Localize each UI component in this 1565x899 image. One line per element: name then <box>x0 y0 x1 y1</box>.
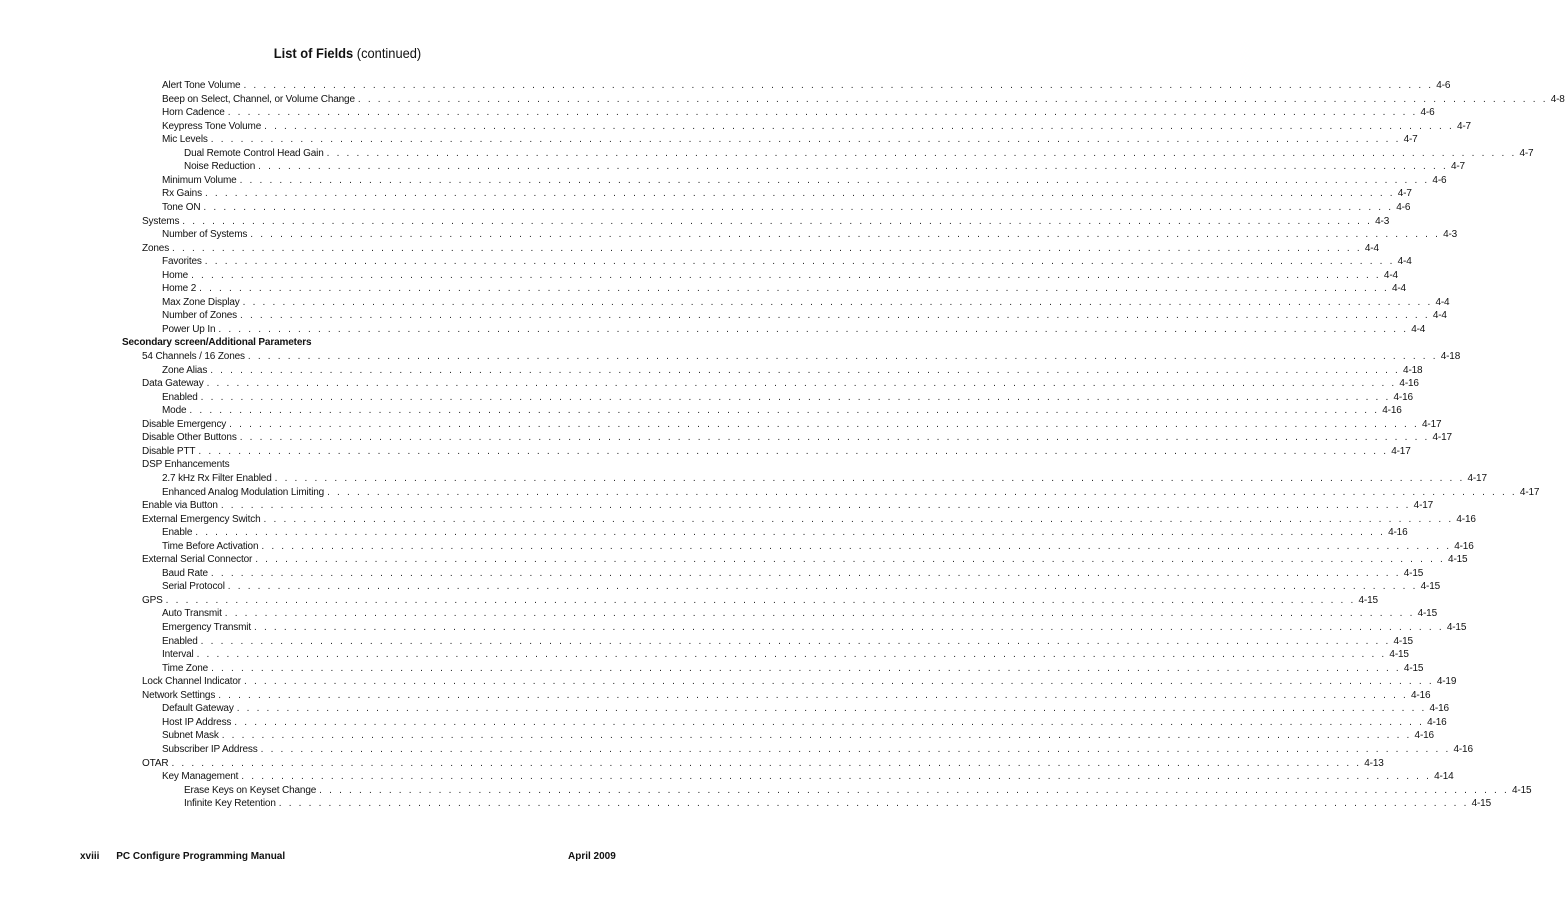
toc-entry-label: DSP Enhancements <box>142 459 230 471</box>
toc-entry-page: 4-16 <box>1456 513 1476 525</box>
toc-entry-page: 4-15 <box>1448 554 1468 566</box>
dot-leader: . . . . . . . . . . . . . . . . . . . . . . . . . . . . . . . . . . . . . . . . . . . . . . . . . . . . . . . . . . . . . . . . . . . . . . . . . . . . . . . . . . . . . . . . . . . . . . . . . . . . . . . . . . . . . . . . . . . . . . . . <box>250 229 1441 241</box>
toc-entry-label: Beep on Select, Channel, or Volume Change <box>162 93 355 105</box>
toc-entry-page: 4-16 <box>1399 378 1419 390</box>
toc-entry-label: Disable Other Buttons <box>142 432 237 444</box>
dot-leader: . . . . . . . . . . . . . . . . . . . . . . . . . . . . . . . . . . . . . . . . . . . . . . . . . . . . . . . . . . . . . . . . . . . . . . . . . . . . . . . . . . . . . . . . . . . . . . . . . . . . . . . . . . . . . . . . . . . . . . . . <box>199 283 1389 295</box>
toc-entry-page: 4-4 <box>1391 283 1406 295</box>
toc-entry-page: 4-16 <box>1429 703 1449 715</box>
toc-entry-label: Host IP Address <box>162 716 232 728</box>
dot-leader: . . . . . . . . . . . . . . . . . . . . . . . . . . . . . . . . . . . . . . . . . . . . . . . . . . . . . . . . . . . . . . . . . . . . . . . . . . . . . . . . . . . . . . . . . . . . . . . . . . . . . . . . . . . . . . . . . . . . . . . . <box>204 188 1395 200</box>
toc-entry-label: Mode <box>162 405 187 417</box>
dot-leader: . . . . . . . . . . . . . . . . . . . . . . . . . . . . . . . . . . . . . . . . . . . . . . . . . . . . . . . . . . . . . . . . . . . . . . . . . . . . . . . . . . . . . . . . . . . . . . . . . . . . . . . . . . . . . . . . . . . . . . . . <box>206 378 1397 390</box>
toc-entry-page: 4-15 <box>1417 608 1437 620</box>
footer-page-number: xviii <box>80 851 100 862</box>
toc-entry-page: 4-14 <box>1434 771 1454 783</box>
toc-entry <box>162 770 1454 784</box>
toc-entry-label: Enable <box>162 527 193 539</box>
dot-leader: . . . . . . . . . . . . . . . . . . . . . . . . . . . . . . . . . . . . . . . . . . . . . . . . . . . . . . . . . . . . . . . . . . . . . . . . . . . . . . . . . . . . . . . . . . . . . . . . . . . . . . . . . . . . . . . . . . . . . . . . <box>327 486 1517 498</box>
toc-entry-page: 4-16 <box>1427 716 1447 728</box>
toc-entry-page: 4-18 <box>1440 351 1461 362</box>
dot-leader: . . . . . . . . . . . . . . . . . . . . . . . . . . . . . . . . . . . . . . . . . . . . . . . . . . . . . . . . . . . . . . . . . . . . . . . . . . . . . . . . . . . . . . . . . . . . . . . . . . . . . . . . . . . . . . . . . . . . . . . . <box>227 107 1418 119</box>
toc-entry <box>162 729 1434 743</box>
toc-entry-page: 4-17 <box>1467 472 1487 484</box>
toc-entry <box>162 79 1451 93</box>
toc-entry-label: Home 2 <box>162 283 197 295</box>
toc-entry <box>162 133 1418 147</box>
toc-entry <box>142 757 1384 771</box>
toc-entry-label: Baud Rate <box>162 567 208 579</box>
toc-entry <box>162 743 1473 757</box>
dot-leader: . . . . . . . . . . . . . . . . . . . . . . . . . . . . . . . . . . . . . . . . . . . . . . . . . . . . . . . . . . . . . . . . . . . . . . . . . . . . . . . . . . . . . . . . . . . . . . . . . . . . . . . . . . . . . . . . . . . . . . . . <box>244 676 1434 688</box>
toc-entry-page: 4-16 <box>1393 391 1413 403</box>
toc-entry-page: 4-7 <box>1456 120 1471 132</box>
dot-leader: . . . . . . . . . . . . . . . . . . . . . . . . . . . . . . . . . . . . . . . . . . . . . . . . . . . . . . . . . . . . . . . . . . . . . . . . . . . . . . . . . . . . . . . . . . . . . . . . . . . . . . . . . . . . . . . . . . . . . . . . <box>258 161 1448 173</box>
toc-entry <box>142 418 1442 432</box>
toc-entry-page: 4-6 <box>1432 174 1447 186</box>
toc-entry-label: Dual Remote Control Head Gain <box>184 147 324 159</box>
toc-entry-label: OTAR <box>142 757 169 769</box>
toc-entry-page: 4-7 <box>1397 188 1412 200</box>
dot-leader: . . . . . . . . . . . . . . . . . . . . . . . . . . . . . . . . . . . . . . . . . . . . . . . . . . . . . . . . . . . . . . . . . . . . . . . . . . . . . . . . . . . . . . . . . . . . . . . . . . . . . . . . . . . . . . . . . . . . . . . . <box>229 418 1419 430</box>
toc-entry <box>184 160 1465 174</box>
toc-section-heading <box>122 336 573 350</box>
toc-entry <box>142 594 1378 608</box>
dot-leader: . . . . . . . . . . . . . . . . . . . . . . . . . . . . . . . . . . . . . . . . . . . . . . . . . . . . . . . . . . . . . . . . . . . . . . . . . . . . . . . . . . . . . . . . . . . . . . . . . . . . . . . . . . . . . . . . . . . . . . . . <box>243 80 1434 91</box>
toc-entry-page: 4-7 <box>1519 147 1534 159</box>
toc-entry <box>142 458 573 472</box>
dot-leader: . . . . . . . . . . . . . . . . . . . . . . . . . . . . . . . . . . . . . . . . . . . . . . . . . . . . . . . . . . . . . . . . . . . . . . . . . . . . . . . . . . . . . . . . . . . . . . . . . . . . . . . . . . . . . . . . . . . . . . . . <box>224 608 1415 620</box>
toc-entry <box>142 242 1379 256</box>
toc-entry-page: 4-15 <box>1446 622 1467 633</box>
toc-entry-label: Infinite Key Retention <box>184 798 276 810</box>
dot-leader: . . . . . . . . . . . . . . . . . . . . . . . . . . . . . . . . . . . . . . . . . . . . . . . . . . . . . . . . . . . . . . . . . . . . . . . . . . . . . . . . . . . . . . . . . . . . . . . . . . . . . . . . . . . . . . . . . . . . . . . . <box>191 269 1381 281</box>
toc-entry-page: 4-6 <box>1436 80 1451 91</box>
toc-entry <box>142 553 1468 567</box>
toc-entry-page: 4-17 <box>1432 432 1452 444</box>
toc-entry-label: Favorites <box>162 256 202 268</box>
toc-entry-label: Alert Tone Volume <box>162 80 241 91</box>
dot-leader: . . . . . . . . . . . . . . . . . . . . . . . . . . . . . . . . . . . . . . . . . . . . . . . . . . . . . . . . . . . . . . . . . . . . . . . . . . . . . . . . . . . . . . . . . . . . . . . . . . . . . . . . . . . . . . . . . . . . . . . . <box>220 500 1411 512</box>
dot-leader: . . . . . . . . . . . . . . . . . . . . . . . . . . . . . . . . . . . . . . . . . . . . . . . . . . . . . . . . . . . . . . . . . . . . . . . . . . . . . . . . . . . . . . . . . . . . . . . . . . . . . . . . . . . . . . . . . . . . . . . . <box>255 554 1446 566</box>
title-main: List of Fields <box>273 45 354 61</box>
toc-entry-label: Rx Gains <box>162 188 202 200</box>
footer-left <box>80 851 285 862</box>
toc-entry-page: 4-15 <box>1471 798 1492 810</box>
toc-entry <box>184 797 1492 811</box>
dot-leader: . . . . . . . . . . . . . . . . . . . . . . . . . . . . . . . . . . . . . . . . . . . . . . . . . . . . . . . . . . . . . . . . . . . . . . . . . . . . . . . . . . . . . . . . . . . . . . . . . . . . . . . . . . . . . . . . . . . . . . . . <box>247 351 1438 362</box>
toc-entry-page: 4-4 <box>1364 242 1379 254</box>
toc-entry-label: Keypress Tone Volume <box>162 120 262 132</box>
toc-entry-page: 4-16 <box>1454 540 1474 552</box>
toc-entry <box>142 445 1411 459</box>
toc-entry-page: 4-16 <box>1414 730 1434 742</box>
dot-leader: . . . . . . . . . . . . . . . . . . . . . . . . . . . . . . . . . . . . . . . . . . . . . . . . . . . . . . . . . . . . . . . . . . . . . . . . . . . . . . . . . . . . . . . . . . . . . . . . . . . . . . . . . . . . . . . . . . . . . . . . <box>165 594 1356 606</box>
toc-entry <box>142 350 1461 364</box>
toc-entry-label: Enable via Button <box>142 500 218 512</box>
toc-entry <box>162 174 1447 188</box>
dot-leader: . . . . . . . . . . . . . . . . . . . . . . . . . . . . . . . . . . . . . . . . . . . . . . . . . . . . . . . . . . . . . . . . . . . . . . . . . . . . . . . . . . . . . . . . . . . . . . . . . . . . . . . . . . . . . . . . . . . . . . . . <box>210 364 1401 376</box>
toc-entry-label: Number of Systems <box>162 229 248 241</box>
toc-entry <box>142 689 1431 703</box>
toc-entry-label: Serial Protocol <box>162 581 225 593</box>
toc-entry <box>162 120 1471 134</box>
toc-entry-label: Home <box>162 269 189 281</box>
toc-entry <box>142 377 1419 391</box>
toc-entry <box>162 567 1424 581</box>
toc-entry-page: 4-15 <box>1358 594 1378 606</box>
toc-entry-label: Power Up In <box>162 323 216 335</box>
toc-entry <box>162 323 1426 337</box>
toc-entry <box>162 282 1406 296</box>
dot-leader: . . . . . . . . . . . . . . . . . . . . . . . . . . . . . . . . . . . . . . . . . . . . . . . . . . . . . . . . . . . . . . . . . . . . . . . . . . . . . . . . . . . . . . . . . . . . . . . . . . . . . . . . . . . . . . . . . . . . . . . . <box>254 622 1444 633</box>
toc-entry <box>184 147 1534 161</box>
toc-entry-page: 4-7 <box>1450 161 1465 173</box>
toc-entry <box>142 431 1452 445</box>
toc-entry-page: 4-18 <box>1403 364 1423 376</box>
toc-entry <box>162 391 1413 405</box>
toc-entry <box>142 499 1434 513</box>
toc-entry-label: Max Zone Display <box>162 296 240 308</box>
toc-entry-page: 4-17 <box>1421 418 1442 430</box>
toc-entry <box>162 201 1411 215</box>
toc-entry-page: 4-6 <box>1420 107 1435 119</box>
toc-entry-label: Noise Reduction <box>184 161 256 173</box>
dot-leader: . . . . . . . . . . . . . . . . . . . . . . . . . . . . . . . . . . . . . . . . . . . . . . . . . . . . . . . . . . . . . . . . . . . . . . . . . . . . . . . . . . . . . . . . . . . . . . . . . . . . . . . . . . . . . . . . . . . . . . . . <box>221 730 1412 742</box>
toc-entry-label: Enabled <box>162 391 198 403</box>
toc-entry-label: 2.7 kHz Rx Filter Enabled <box>162 472 272 484</box>
toc-entry <box>162 648 1409 662</box>
toc-entry <box>142 215 1390 229</box>
toc-entry-page: 4-15 <box>1389 649 1409 661</box>
dot-leader: . . . . . . . . . . . . . . . . . . . . . . . . . . . . . . . . . . . . . . . . . . . . . . . . . . . . . . . . . . . . . . . . . . . . . . . . . . . . . . . . . . . . . . . . . . . . . . . . . . . . . . . . . . . . . . . . . . . . . . . . <box>200 391 1391 403</box>
toc-entry <box>162 486 1540 500</box>
toc-entry <box>142 513 1476 527</box>
dot-leader: . . . . . . . . . . . . . . . . . . . . . . . . . . . . . . . . . . . . . . . . . . . . . . . . . . . . . . . . . . . . . . . . . . . . . . . . . . . . . . . . . . . . . . . . . . . . . . . . . . . . . . . . . . . . . . . . . . . . . . . . <box>263 513 1454 525</box>
toc-entry-page: 4-17 <box>1519 486 1540 498</box>
toc-entry-label: GPS <box>142 594 163 606</box>
dot-leader: . . . . . . . . . . . . . . . . . . . . . . . . . . . . . . . . . . . . . . . . . . . . . . . . . . . . . . . . . . . . . . . . . . . . . . . . . . . . . . . . . . . . . . . . . . . . . . . . . . . . . . . . . . . . . . . . . . . . . . . . <box>218 689 1409 701</box>
dot-leader: . . . . . . . . . . . . . . . . . . . . . . . . . . . . . . . . . . . . . . . . . . . . . . . . . . . . . . . . . . . . . . . . . . . . . . . . . . . . . . . . . . . . . . . . . . . . . . . . . . . . . . . . . . . . . . . . . . . . . . . . <box>261 540 1452 552</box>
dot-leader: . . . . . . . . . . . . . . . . . . . . . . . . . . . . . . . . . . . . . . . . . . . . . . . . . . . . . . . . . . . . . . . . . . . . . . . . . . . . . . . . . . . . . . . . . . . . . . . . . . . . . . . . . . . . . . . . . . . . . . . . <box>264 120 1454 132</box>
toc-entry-page: 4-4 <box>1411 323 1426 335</box>
toc-entry-page: 4-3 <box>1443 229 1458 241</box>
toc-entry-label: Lock Channel Indicator <box>142 676 241 688</box>
toc-entry-label: Zones <box>142 242 170 254</box>
toc-entry-page: 4-16 <box>1382 405 1402 417</box>
toc-entry-label: Data Gateway <box>142 378 204 390</box>
toc-entry-label: Default Gateway <box>162 703 234 715</box>
toc-entry <box>162 106 1435 120</box>
dot-leader: . . . . . . . . . . . . . . . . . . . . . . . . . . . . . . . . . . . . . . . . . . . . . . . . . . . . . . . . . . . . . . . . . . . . . . . . . . . . . . . . . . . . . . . . . . . . . . . . . . . . . . . . . . . . . . . . . . . . . . . . <box>204 256 1395 268</box>
toc-entry <box>162 662 1424 676</box>
toc-entry-page: 4-16 <box>1388 527 1408 539</box>
toc-entry-label: Secondary screen/Additional Parameters <box>122 337 312 349</box>
toc-entry-page: 4-17 <box>1413 500 1434 512</box>
toc-entry-label: Erase Keys on Keyset Change <box>184 784 317 796</box>
dot-leader: . . . . . . . . . . . . . . . . . . . . . . . . . . . . . . . . . . . . . . . . . . . . . . . . . . . . . . . . . . . . . . . . . . . . . . . . . . . . . . . . . . . . . . . . . . . . . . . . . . . . . . . . . . . . . . . . . . . . . . . . <box>227 581 1418 593</box>
dot-leader: . . . . . . . . . . . . . . . . . . . . . . . . . . . . . . . . . . . . . . . . . . . . . . . . . . . . . . . . . . . . . . . . . . . . . . . . . . . . . . . . . . . . . . . . . . . . . . . . . . . . . . . . . . . . . . . . . . . . . . . . <box>240 310 1430 322</box>
toc-entry-page: 4-19 <box>1436 676 1457 688</box>
dot-leader: . . . . . . . . . . . . . . . . . . . . . . . . . . . . . . . . . . . . . . . . . . . . . . . . . . . . . . . . . . . . . . . . . . . . . . . . . . . . . . . . . . . . . . . . . . . . . . . . . . . . . . . . . . . . . . . . . . . . . . . . <box>236 703 1427 715</box>
toc-entry <box>162 296 1450 310</box>
toc-entry-label: Subnet Mask <box>162 730 219 742</box>
toc-entry-label: Minimum Volume <box>162 174 237 186</box>
toc-entry-label: Number of Zones <box>162 310 238 322</box>
toc-entry-page: 4-15 <box>1403 662 1424 674</box>
toc-entry-label: Disable PTT <box>142 445 196 457</box>
toc-entry <box>162 309 1447 323</box>
toc-entry <box>162 540 1474 554</box>
dot-leader: . . . . . . . . . . . . . . . . . . . . . . . . . . . . . . . . . . . . . . . . . . . . . . . . . . . . . . . . . . . . . . . . . . . . . . . . . . . . . . . . . . . . . . . . . . . . . . . . . . . . . . . . . . . . . . . . . . . . . . . . <box>210 567 1401 579</box>
toc-entry-page: 4-4 <box>1432 310 1447 322</box>
toc-entry <box>162 716 1447 730</box>
dot-leader: . . . . . . . . . . . . . . . . . . . . . . . . . . . . . . . . . . . . . . . . . . . . . . . . . . . . . . . . . . . . . . . . . . . . . . . . . . . . . . . . . . . . . . . . . . . . . . . . . . . . . . . . . . . . . . . . . . . . . . . . <box>171 757 1362 769</box>
toc-entry <box>162 702 1449 716</box>
toc-entry-page: 4-15 <box>1403 567 1424 579</box>
dot-leader: . . . . . . . . . . . . . . . . . . . . . . . . . . . . . . . . . . . . . . . . . . . . . . . . . . . . . . . . . . . . . . . . . . . . . . . . . . . . . . . . . . . . . . . . . . . . . . . . . . . . . . . . . . . . . . . . . . . . . . . . <box>195 527 1386 539</box>
dot-leader: . . . . . . . . . . . . . . . . . . . . . . . . . . . . . . . . . . . . . . . . . . . . . . . . . . . . . . . . . . . . . . . . . . . . . . . . . . . . . . . . . . . . . . . . . . . . . . . . . . . . . . . . . . . . . . . . . . . . . . . . <box>242 296 1433 308</box>
dot-leader: . . . . . . . . . . . . . . . . . . . . . . . . . . . . . . . . . . . . . . . . . . . . . . . . . . . . . . . . . . . . . . . . . . . . . . . . . . . . . . . . . . . . . . . . . . . . . . . . . . . . . . . . . . . . . . . . . . . . . . . . <box>260 743 1451 755</box>
dot-leader: . . . . . . . . . . . . . . . . . . . . . . . . . . . . . . . . . . . . . . . . . . . . . . . . . . . . . . . . . . . . . . . . . . . . . . . . . . . . . . . . . . . . . . . . . . . . . . . . . . . . . . . . . . . . . . . . . . . . . . . . <box>278 798 1469 810</box>
dot-leader: . . . . . . . . . . . . . . . . . . . . . . . . . . . . . . . . . . . . . . . . . . . . . . . . . . . . . . . . . . . . . . . . . . . . . . . . . . . . . . . . . . . . . . . . . . . . . . . . . . . . . . . . . . . . . . . . . . . . . . . . <box>210 134 1401 146</box>
toc-entry-page: 4-16 <box>1453 743 1473 755</box>
toc-entry <box>162 93 1565 107</box>
toc-entry-label: Enabled <box>162 635 198 647</box>
toc-entry-page: 4-15 <box>1511 784 1532 796</box>
page-title <box>28 45 667 61</box>
toc-entry-label: Systems <box>142 215 180 227</box>
toc-entry-label: Zone Alias <box>162 364 208 376</box>
toc-entry-page: 4-15 <box>1420 581 1441 593</box>
toc-entry <box>162 472 1487 486</box>
dot-leader: . . . . . . . . . . . . . . . . . . . . . . . . . . . . . . . . . . . . . . . . . . . . . . . . . . . . . . . . . . . . . . . . . . . . . . . . . . . . . . . . . . . . . . . . . . . . . . . . . . . . . . . . . . . . . . . . . . . . . . . . <box>239 174 1430 186</box>
toc-entry-label: Key Management <box>162 771 239 783</box>
dot-leader: . . . . . . . . . . . . . . . . . . . . . . . . . . . . . . . . . . . . . . . . . . . . . . . . . . . . . . . . . . . . . . . . . . . . . . . . . . . . . . . . . . . . . . . . . . . . . . . . . . . . . . . . . . . . . . . . . . . . . . . . <box>319 784 1509 796</box>
footer-manual-title: PC Configure Programming Manual <box>116 851 286 862</box>
dot-leader: . . . . . . . . . . . . . . . . . . . . . . . . . . . . . . . . . . . . . . . . . . . . . . . . . . . . . . . . . . . . . . . . . . . . . . . . . . . . . . . . . . . . . . . . . . . . . . . . . . . . . . . . . . . . . . . . . . . . . . . . <box>357 93 1548 105</box>
dot-leader: . . . . . . . . . . . . . . . . . . . . . . . . . . . . . . . . . . . . . . . . . . . . . . . . . . . . . . . . . . . . . . . . . . . . . . . . . . . . . . . . . . . . . . . . . . . . . . . . . . . . . . . . . . . . . . . . . . . . . . . . <box>200 635 1391 647</box>
dot-leader: . . . . . . . . . . . . . . . . . . . . . . . . . . . . . . . . . . . . . . . . . . . . . . . . . . . . . . . . . . . . . . . . . . . . . . . . . . . . . . . . . . . . . . . . . . . . . . . . . . . . . . . . . . . . . . . . . . . . . . . . <box>241 771 1432 783</box>
toc-entry-label: Tone ON <box>162 201 201 213</box>
toc-entry-label: Horn Cadence <box>162 107 225 119</box>
dot-leader: . . . . . . . . . . . . . . . . . . . . . . . . . . . . . . . . . . . . . . . . . . . . . . . . . . . . . . . . . . . . . . . . . . . . . . . . . . . . . . . . . . . . . . . . . . . . . . . . . . . . . . . . . . . . . . . . . . . . . . . . <box>203 201 1394 213</box>
toc-entry-page: 4-16 <box>1411 689 1431 701</box>
toc-entry-label: Time Zone <box>162 662 209 674</box>
toc-entry-label: Network Settings <box>142 689 216 701</box>
dot-leader: . . . . . . . . . . . . . . . . . . . . . . . . . . . . . . . . . . . . . . . . . . . . . . . . . . . . . . . . . . . . . . . . . . . . . . . . . . . . . . . . . . . . . . . . . . . . . . . . . . . . . . . . . . . . . . . . . . . . . . . . <box>326 147 1517 159</box>
dot-leader: . . . . . . . . . . . . . . . . . . . . . . . . . . . . . . . . . . . . . . . . . . . . . . . . . . . . . . . . . . . . . . . . . . . . . . . . . . . . . . . . . . . . . . . . . . . . . . . . . . . . . . . . . . . . . . . . . . . . . . . . <box>218 323 1409 335</box>
toc-entry-label: Enhanced Analog Modulation Limiting <box>162 486 325 498</box>
toc-entry <box>162 255 1412 269</box>
dot-leader: . . . . . . . . . . . . . . . . . . . . . . . . . . . . . . . . . . . . . . . . . . . . . . . . . . . . . . . . . . . . . . . . . . . . . . . . . . . . . . . . . . . . . . . . . . . . . . . . . . . . . . . . . . . . . . . . . . . . . . . . <box>234 716 1425 728</box>
dot-leader: . . . . . . . . . . . . . . . . . . . . . . . . . . . . . . . . . . . . . . . . . . . . . . . . . . . . . . . . . . . . . . . . . . . . . . . . . . . . . . . . . . . . . . . . . . . . . . . . . . . . . . . . . . . . . . . . . . . . . . . . <box>172 242 1362 254</box>
toc-entry-label: Mic Levels <box>162 134 208 146</box>
toc-entry <box>162 228 1458 242</box>
dot-leader: . . . . . . . . . . . . . . . . . . . . . . . . . . . . . . . . . . . . . . . . . . . . . . . . . . . . . . . . . . . . . . . . . . . . . . . . . . . . . . . . . . . . . . . . . . . . . . . . . . . . . . . . . . . . . . . . . . . . . . . . <box>189 405 1380 417</box>
toc-entry <box>162 621 1467 635</box>
toc-entry <box>162 580 1441 594</box>
toc-entry <box>162 635 1413 649</box>
toc-entry-page: 4-8 <box>1550 93 1565 105</box>
toc-entry <box>162 364 1423 378</box>
toc-entry-page: 4-17 <box>1391 445 1411 457</box>
toc-entry <box>184 784 1532 798</box>
toc-entry-label: Emergency Transmit <box>162 622 251 633</box>
dot-leader: . . . . . . . . . . . . . . . . . . . . . . . . . . . . . . . . . . . . . . . . . . . . . . . . . . . . . . . . . . . . . . . . . . . . . . . . . . . . . . . . . . . . . . . . . . . . . . . . . . . . . . . . . . . . . . . . . . . . . . . . <box>239 432 1430 444</box>
dot-leader: . . . . . . . . . . . . . . . . . . . . . . . . . . . . . . . . . . . . . . . . . . . . . . . . . . . . . . . . . . . . . . . . . . . . . . . . . . . . . . . . . . . . . . . . . . . . . . . . . . . . . . . . . . . . . . . . . . . . . . . . <box>182 215 1373 227</box>
toc-entry-label: External Emergency Switch <box>142 513 261 525</box>
toc-entry-page: 4-6 <box>1396 201 1411 213</box>
toc-entry-page: 4-7 <box>1403 134 1418 146</box>
toc-entry-page: 4-4 <box>1435 296 1450 308</box>
toc-entry <box>162 607 1437 621</box>
toc-entry-label: Auto Transmit <box>162 608 222 620</box>
toc-entry <box>162 187 1412 201</box>
toc-entry-label: External Serial Connector <box>142 554 253 566</box>
toc-entry <box>162 404 1402 418</box>
toc-entry-label: Time Before Activation <box>162 540 259 552</box>
toc-entry <box>142 675 1457 689</box>
toc-entry-label: Subscriber IP Address <box>162 743 258 755</box>
footer-date: April 2009 <box>568 851 616 862</box>
toc-entry-page: 4-4 <box>1383 269 1398 281</box>
toc-entry-label: 54 Channels / 16 Zones <box>142 351 245 362</box>
toc-entry-page: 4-15 <box>1393 635 1413 647</box>
title-continued: (continued) <box>356 45 422 61</box>
toc-entry-page: 4-4 <box>1397 256 1412 268</box>
toc-entry <box>162 269 1398 283</box>
dot-leader: . . . . . . . . . . . . . . . . . . . . . . . . . . . . . . . . . . . . . . . . . . . . . . . . . . . . . . . . . . . . . . . . . . . . . . . . . . . . . . . . . . . . . . . . . . . . . . . . . . . . . . . . . . . . . . . . . . . . . . . . <box>198 445 1389 457</box>
toc-entry-label: Disable Emergency <box>142 418 227 430</box>
dot-leader: . . . . . . . . . . . . . . . . . . . . . . . . . . . . . . . . . . . . . . . . . . . . . . . . . . . . . . . . . . . . . . . . . . . . . . . . . . . . . . . . . . . . . . . . . . . . . . . . . . . . . . . . . . . . . . . . . . . . . . . . <box>211 662 1401 674</box>
dot-leader: . . . . . . . . . . . . . . . . . . . . . . . . . . . . . . . . . . . . . . . . . . . . . . . . . . . . . . . . . . . . . . . . . . . . . . . . . . . . . . . . . . . . . . . . . . . . . . . . . . . . . . . . . . . . . . . . . . . . . . . . <box>274 472 1465 484</box>
dot-leader: . . . . . . . . . . . . . . . . . . . . . . . . . . . . . . . . . . . . . . . . . . . . . . . . . . . . . . . . . . . . . . . . . . . . . . . . . . . . . . . . . . . . . . . . . . . . . . . . . . . . . . . . . . . . . . . . . . . . . . . . <box>196 649 1387 661</box>
toc-entry-label: Interval <box>162 649 194 661</box>
toc-entry-page: 4-3 <box>1375 215 1390 227</box>
toc-entry-page: 4-13 <box>1364 757 1384 769</box>
toc-entry <box>162 526 1408 540</box>
